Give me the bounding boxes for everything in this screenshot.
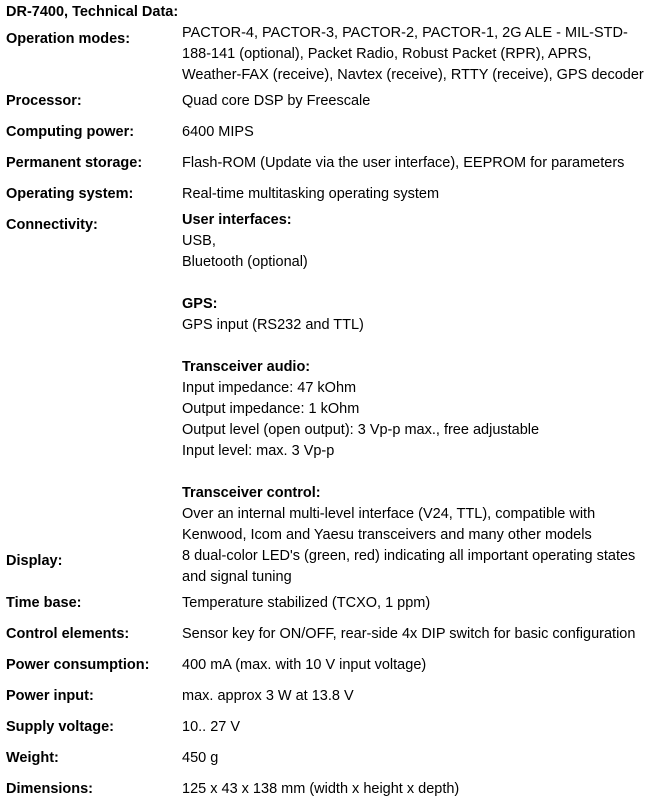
operating-system-label: Operating system:	[6, 186, 134, 202]
display-line: 8 dual-color LED's (green, red) indicating all important operating states	[182, 548, 636, 564]
operation-modes-value	[182, 23, 662, 86]
weight-value: 450 g	[182, 750, 219, 766]
spacer	[182, 462, 662, 483]
user-interfaces-heading: User interfaces:	[182, 212, 292, 228]
operation-modes-line: PACTOR-4, PACTOR-3, PACTOR-2, PACTOR-1, 2G ALE - MIL-STD-	[182, 25, 628, 41]
page-title: DR-7400, Technical Data:	[6, 4, 179, 20]
transceiver-audio-line: Input impedance: 47 kOhm	[182, 380, 357, 396]
processor-value: Quad core DSP by Freescale	[182, 93, 371, 109]
display-line: and signal tuning	[182, 569, 292, 585]
operation-modes-line: 188-141 (optional), Packet Radio, Robust Packet (RPR), APRS,	[182, 46, 592, 62]
power-input-label: Power input:	[6, 688, 94, 704]
transceiver-control-line: Kenwood, Icom and Yaesu transceivers and many other models	[182, 527, 592, 543]
permanent-storage-label: Permanent storage:	[6, 155, 143, 171]
power-consumption-label: Power consumption:	[6, 657, 150, 673]
spacer	[182, 273, 662, 294]
operation-modes-line: Weather-FAX (receive), Navtex (receive), RTTY (receive), GPS decoder	[182, 67, 644, 83]
processor-label: Processor:	[6, 93, 82, 109]
power-input-value: max. approx 3 W at 13.8 V	[182, 688, 354, 704]
supply-voltage-label: Supply voltage:	[6, 719, 114, 735]
control-elements-label: Control elements:	[6, 626, 130, 642]
connectivity-value	[182, 210, 662, 588]
computing-power-label: Computing power:	[6, 124, 135, 140]
dimensions-value: 125 x 43 x 138 mm (width x height x depth)	[182, 781, 460, 797]
transceiver-control-heading: Transceiver control:	[182, 485, 321, 501]
gps-heading: GPS:	[182, 296, 218, 312]
gps-line: GPS input (RS232 and TTL)	[182, 317, 364, 333]
permanent-storage-value: Flash-ROM (Update via the user interface), EEPROM for parameters	[182, 155, 625, 171]
transceiver-audio-line: Input level: max. 3 Vp-p	[182, 443, 335, 459]
power-consumption-value: 400 mA (max. with 10 V input voltage)	[182, 657, 427, 673]
user-interfaces-line: Bluetooth (optional)	[182, 254, 308, 270]
control-elements-value: Sensor key for ON/OFF, rear-side 4x DIP switch for basic configuration	[182, 626, 636, 642]
transceiver-control-line: Over an internal multi-level interface (V24, TTL), compatible with	[182, 506, 596, 522]
user-interfaces-line: USB,	[182, 233, 216, 249]
operation-modes-label: Operation modes:	[6, 31, 131, 47]
time-base-value: Temperature stabilized (TCXO, 1 ppm)	[182, 595, 431, 611]
display-label: Display:	[6, 553, 63, 569]
operating-system-value: Real-time multitasking operating system	[182, 186, 440, 202]
transceiver-audio-line: Output impedance: 1 kOhm	[182, 401, 360, 417]
spacer	[182, 336, 662, 357]
computing-power-value: 6400 MIPS	[182, 124, 254, 140]
transceiver-audio-line: Output level (open output): 3 Vp-p max., free adjustable	[182, 422, 540, 438]
time-base-label: Time base:	[6, 595, 82, 611]
weight-label: Weight:	[6, 750, 59, 766]
supply-voltage-value: 10.. 27 V	[182, 719, 241, 735]
dimensions-label: Dimensions:	[6, 781, 94, 797]
connectivity-label: Connectivity:	[6, 217, 98, 233]
transceiver-audio-heading: Transceiver audio:	[182, 359, 311, 375]
